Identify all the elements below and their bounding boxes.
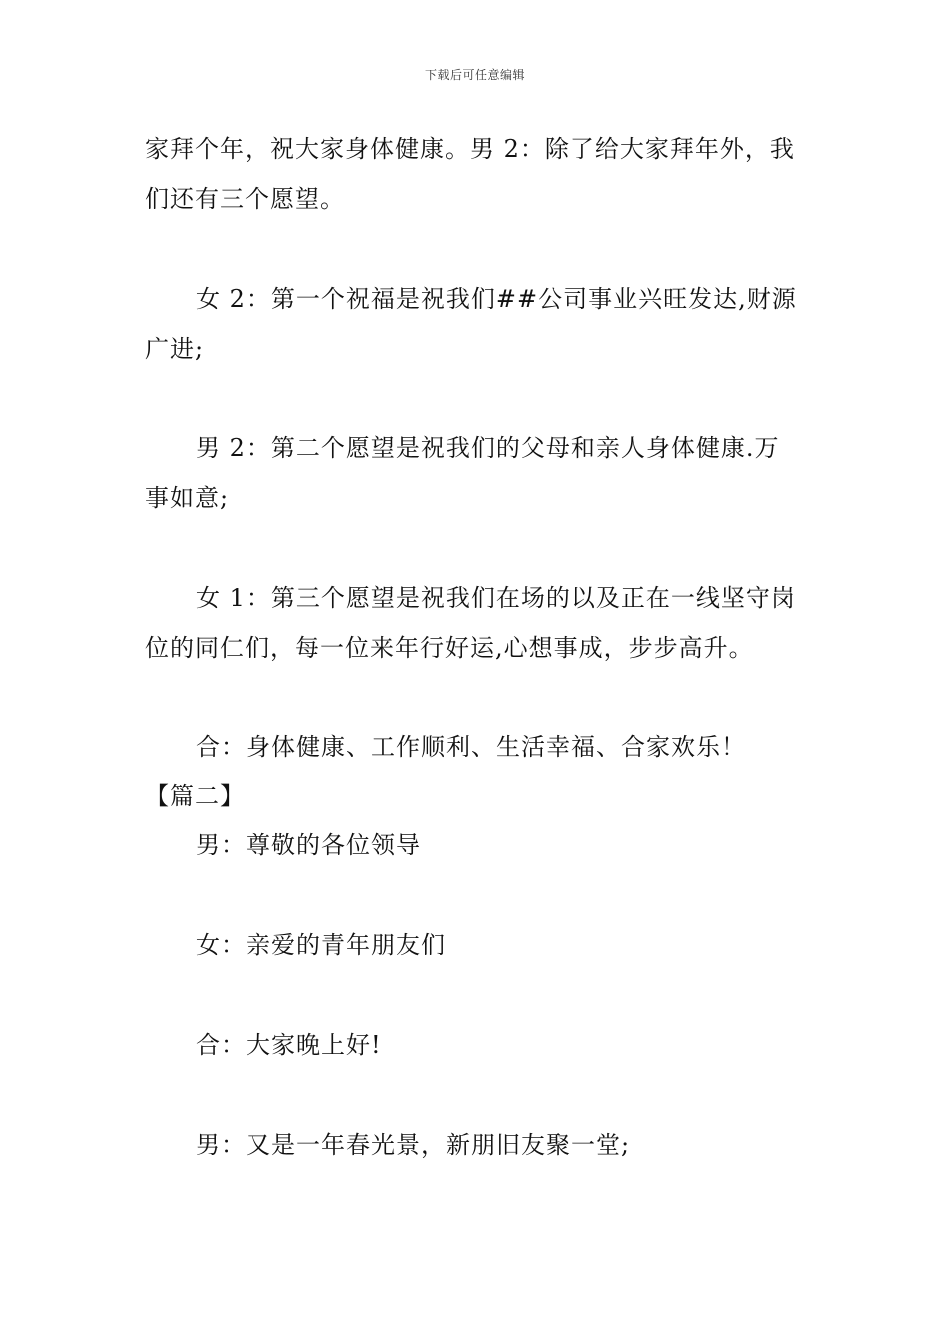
paragraph-line: 合：身体健康、工作顺利、生活幸福、合家欢乐！: [196, 733, 746, 761]
paragraph-line: 们还有三个愿望。: [145, 185, 345, 213]
paragraph-line: 事如意;: [145, 484, 230, 512]
section-heading: 【篇二】: [145, 782, 245, 810]
paragraph-line: 男：又是一年春光景，新朋旧友聚一堂;: [196, 1131, 631, 1159]
paragraph-line: 女 2：第一个祝福是祝我们##公司事业兴旺发达,财源: [196, 285, 797, 313]
page-header: 下载后可任意编辑: [424, 68, 525, 82]
paragraph-line: 位的同仁们，每一位来年行好运,心想事成，步步高升。: [145, 634, 754, 662]
paragraph-line: 家拜个年，祝大家身体健康。男 2：除了给大家拜年外，我: [145, 135, 795, 163]
paragraph-line: 女：亲爱的青年朋友们: [196, 931, 446, 959]
paragraph-line: 男 2：第二个愿望是祝我们的父母和亲人身体健康.万: [196, 434, 780, 462]
paragraph-line: 女 1：第三个愿望是祝我们在场的以及正在一线坚守岗: [196, 584, 796, 612]
paragraph-line: 广进;: [145, 335, 205, 363]
paragraph-line: 合：大家晚上好!: [196, 1031, 382, 1059]
paragraph-line: 男：尊敬的各位领导: [196, 831, 421, 859]
